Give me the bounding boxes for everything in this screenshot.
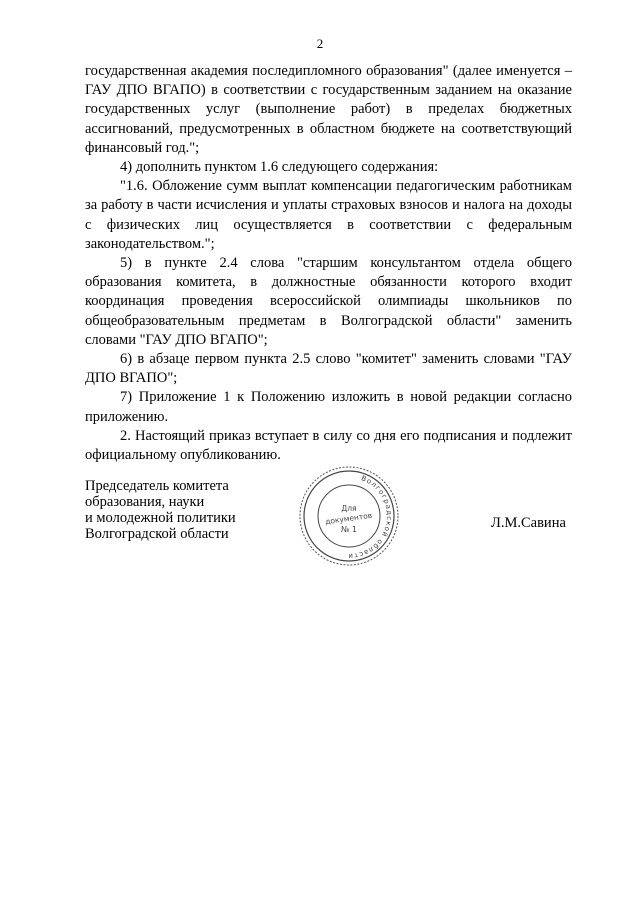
stamp-seal-icon [298, 465, 400, 567]
official-stamp [298, 465, 400, 567]
stamp-center-line: Для [341, 504, 357, 513]
paragraph: "1.6. Обложение сумм выплат компенсации педагогическим работникам за работу в части исчисления и уплаты страховых взносов и налога на доходы с физических лиц осуществляется в соответствии с федеральным законодательством."; [85, 178, 572, 252]
paragraph: 7) Приложение 1 к Положению изложить в новой редакции согласно приложению. [85, 389, 572, 425]
stamp-outer-text: Волгоградской области [347, 474, 394, 561]
paragraph: 4) дополнить пунктом 1.6 следующего содержания: [120, 159, 439, 176]
paragraph: 6) в абзаце первом пункта 2.5 слово "комитет" заменить словами "ГАУ ДПО ВГАПО"; [85, 351, 572, 387]
stamp-center-line: документов [324, 510, 373, 527]
signature-block [85, 478, 285, 542]
signer-name: Л.М.Савина [491, 515, 566, 531]
stamp-center-line: № 1 [341, 525, 357, 534]
page-number: 2 [316, 36, 324, 51]
paragraph: 2. Настоящий приказ вступает в силу со дня его подписания и подлежит официальному опубликованию. [85, 427, 572, 464]
signer-position-line: Председатель комитета [85, 478, 229, 494]
paragraph: государственная академия последипломного образования" (далее именуется – ГАУ ДПО ВГАПО) в соответствии с государственным заданием на оказание государственных услуг (выполнение работ) в пределах бюджетных ассигнований, предусмотренных в областном бюджете на соответствующий финансовый год."; [85, 63, 572, 156]
signer-position-line: Волгоградской области [85, 526, 229, 542]
paragraph: 5) в пункте 2.4 слова "старшим консультантом отдела общего образования комитета, в должностные обязанности которого входит координация проведения всероссийской олимпиады школьников по общеобразовательным предметам в Волгоградской области" заменить словами "ГАУ ДПО ВГАПО"; [85, 255, 572, 348]
signer-position-line: образования, науки [85, 494, 205, 510]
document-body [85, 62, 572, 465]
signer-position-line: и молодежной политики [85, 510, 236, 526]
